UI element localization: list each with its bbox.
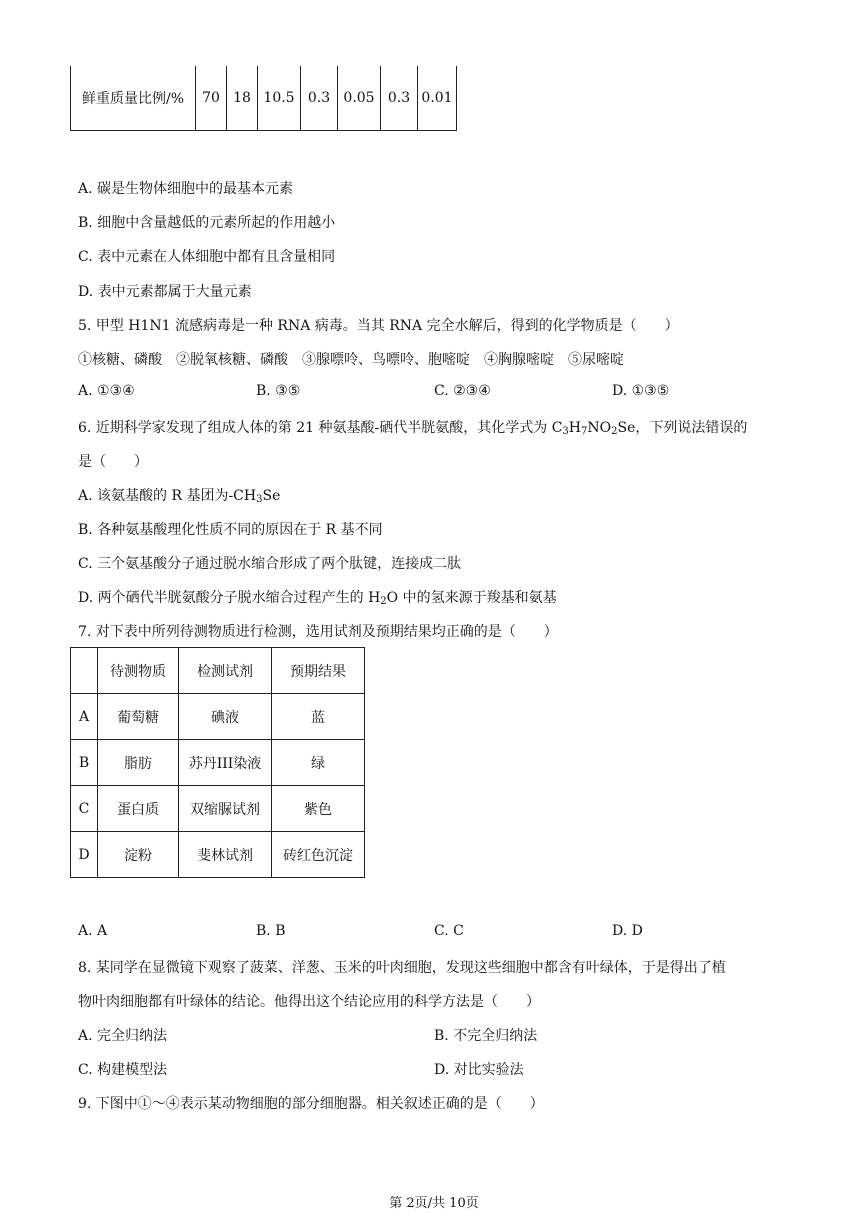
subscript: 2: [611, 426, 618, 437]
header-cell: 预期结果: [272, 648, 365, 694]
table-cell: 蓝: [272, 694, 365, 740]
option-d: D. 表中元素都属于大量元素: [78, 284, 252, 300]
table-header-row: [71, 648, 365, 694]
table-cell: 蛋白质: [98, 786, 179, 832]
header-cell: 检测试剂: [179, 648, 272, 694]
table-cell: 紫色: [272, 786, 365, 832]
option-d: [78, 587, 557, 607]
option-b: B. B: [256, 923, 286, 939]
table-row: [71, 740, 365, 786]
question-7-stem: 7. 对下表中所列待测物质进行检测，选用试剂及预期结果均正确的是（ ）: [78, 624, 558, 640]
option-a: A. ①③④: [78, 383, 135, 399]
subscript: 7: [581, 426, 588, 437]
header-cell: 待测物质: [98, 648, 179, 694]
table-row: [71, 786, 365, 832]
option-c: C. C: [434, 923, 464, 939]
table-cell: 0.05: [338, 66, 381, 131]
option-text: Se: [262, 488, 281, 504]
option-text: O 中的氢来源于羧基和氨基: [386, 590, 557, 606]
option-b: B. 细胞中含量越低的元素所起的作用越小: [78, 215, 336, 231]
table-cell: 斐林试剂: [179, 832, 272, 878]
question-5-stem: 5. 甲型 H1N1 流感病毒是一种 RNA 病毒。当其 RNA 完全水解后，得到的化学物质是（ ）: [78, 318, 679, 334]
detection-table: [70, 647, 365, 878]
option-a: A. 完全归纳法: [78, 1028, 168, 1044]
table-cell: 0.3: [301, 66, 338, 131]
option-text: D. 两个硒代半胱氨酸分子脱水缩合过程产生的 H: [78, 590, 381, 606]
page-footer: 第 2页/共 10页: [389, 1196, 479, 1211]
table-cell: C: [71, 786, 98, 832]
table-cell: 砖红色沉淀: [272, 832, 365, 878]
table-cell: 18: [227, 66, 258, 131]
subscript: 3: [256, 494, 263, 505]
option-d: D. ①③⑤: [612, 383, 670, 399]
question-5-items: ①核糖、磷酸 ②脱氧核糖、磷酸 ③腺嘌呤、鸟嘌呤、胞嘧啶 ④胸腺嘧啶 ⑤尿嘧啶: [78, 352, 624, 368]
table-cell: 葡萄糖: [98, 694, 179, 740]
table-cell: 鲜重质量比例/%: [71, 66, 196, 131]
table-cell: 0.01: [418, 66, 457, 131]
option-c: C. 构建模型法: [78, 1062, 168, 1078]
option-d: D. 对比实验法: [434, 1062, 524, 1078]
table-row: [71, 66, 457, 131]
stem-text: Se，下列说法错误的: [617, 420, 748, 436]
table-cell: 70: [196, 66, 227, 131]
option-text: A. 该氨基酸的 R 基团为-CH: [78, 488, 257, 504]
subscript: 2: [380, 596, 387, 607]
option-a: A. 碳是生物体细胞中的最基本元素: [78, 181, 294, 197]
table-cell: 0.3: [381, 66, 418, 131]
table-row: [71, 694, 365, 740]
option-a: A. A: [78, 923, 108, 939]
table-cell: 双缩脲试剂: [179, 786, 272, 832]
option-b: B. 不完全归纳法: [434, 1028, 538, 1044]
table-cell: B: [71, 740, 98, 786]
option-a: [78, 485, 280, 505]
stem-text: NO: [587, 420, 612, 436]
option-c: C. 表中元素在人体细胞中都有且含量相同: [78, 249, 336, 265]
subscript: 3: [562, 426, 569, 437]
table-cell: 绿: [272, 740, 365, 786]
question-9-stem: 9. 下图中①～④表示某动物细胞的部分细胞器。相关叙述正确的是（ ）: [78, 1096, 544, 1112]
stem-text: 6. 近期科学家发现了组成人体的第 21 种氨基酸-硒代半胱氨酸，其化学式为 C: [78, 420, 563, 436]
table-cell: A: [71, 694, 98, 740]
option-c: C. ②③④: [434, 383, 491, 399]
question-8-stem-line2: 物叶肉细胞都有叶绿体的结论。他得出这个结论应用的科学方法是（ ）: [78, 994, 540, 1010]
option-c: C. 三个氨基酸分子通过脱水缩合形成了两个肽键，连接成二肽: [78, 556, 462, 572]
option-d: D. D: [612, 923, 643, 939]
question-6-stem-line2: 是（ ）: [78, 454, 148, 470]
question-6-stem: [78, 417, 747, 437]
table-cell: D: [71, 832, 98, 878]
option-b: B. 各种氨基酸理化性质不同的原因在于 R 基不同: [78, 522, 383, 538]
table-cell: 碘液: [179, 694, 272, 740]
table-cell: 脂肪: [98, 740, 179, 786]
element-proportion-table: [70, 66, 457, 131]
table-cell: 淀粉: [98, 832, 179, 878]
stem-text: H: [568, 420, 582, 436]
table-cell: 苏丹III染液: [179, 740, 272, 786]
question-8-stem-line1: 8. 某同学在显微镜下观察了菠菜、洋葱、玉米的叶肉细胞，发现这些细胞中都含有叶绿体，于是得出了植: [78, 960, 726, 976]
table-row: [71, 832, 365, 878]
option-b: B. ③⑤: [256, 383, 301, 399]
table-cell: 10.5: [258, 66, 301, 131]
header-cell: [71, 648, 98, 694]
